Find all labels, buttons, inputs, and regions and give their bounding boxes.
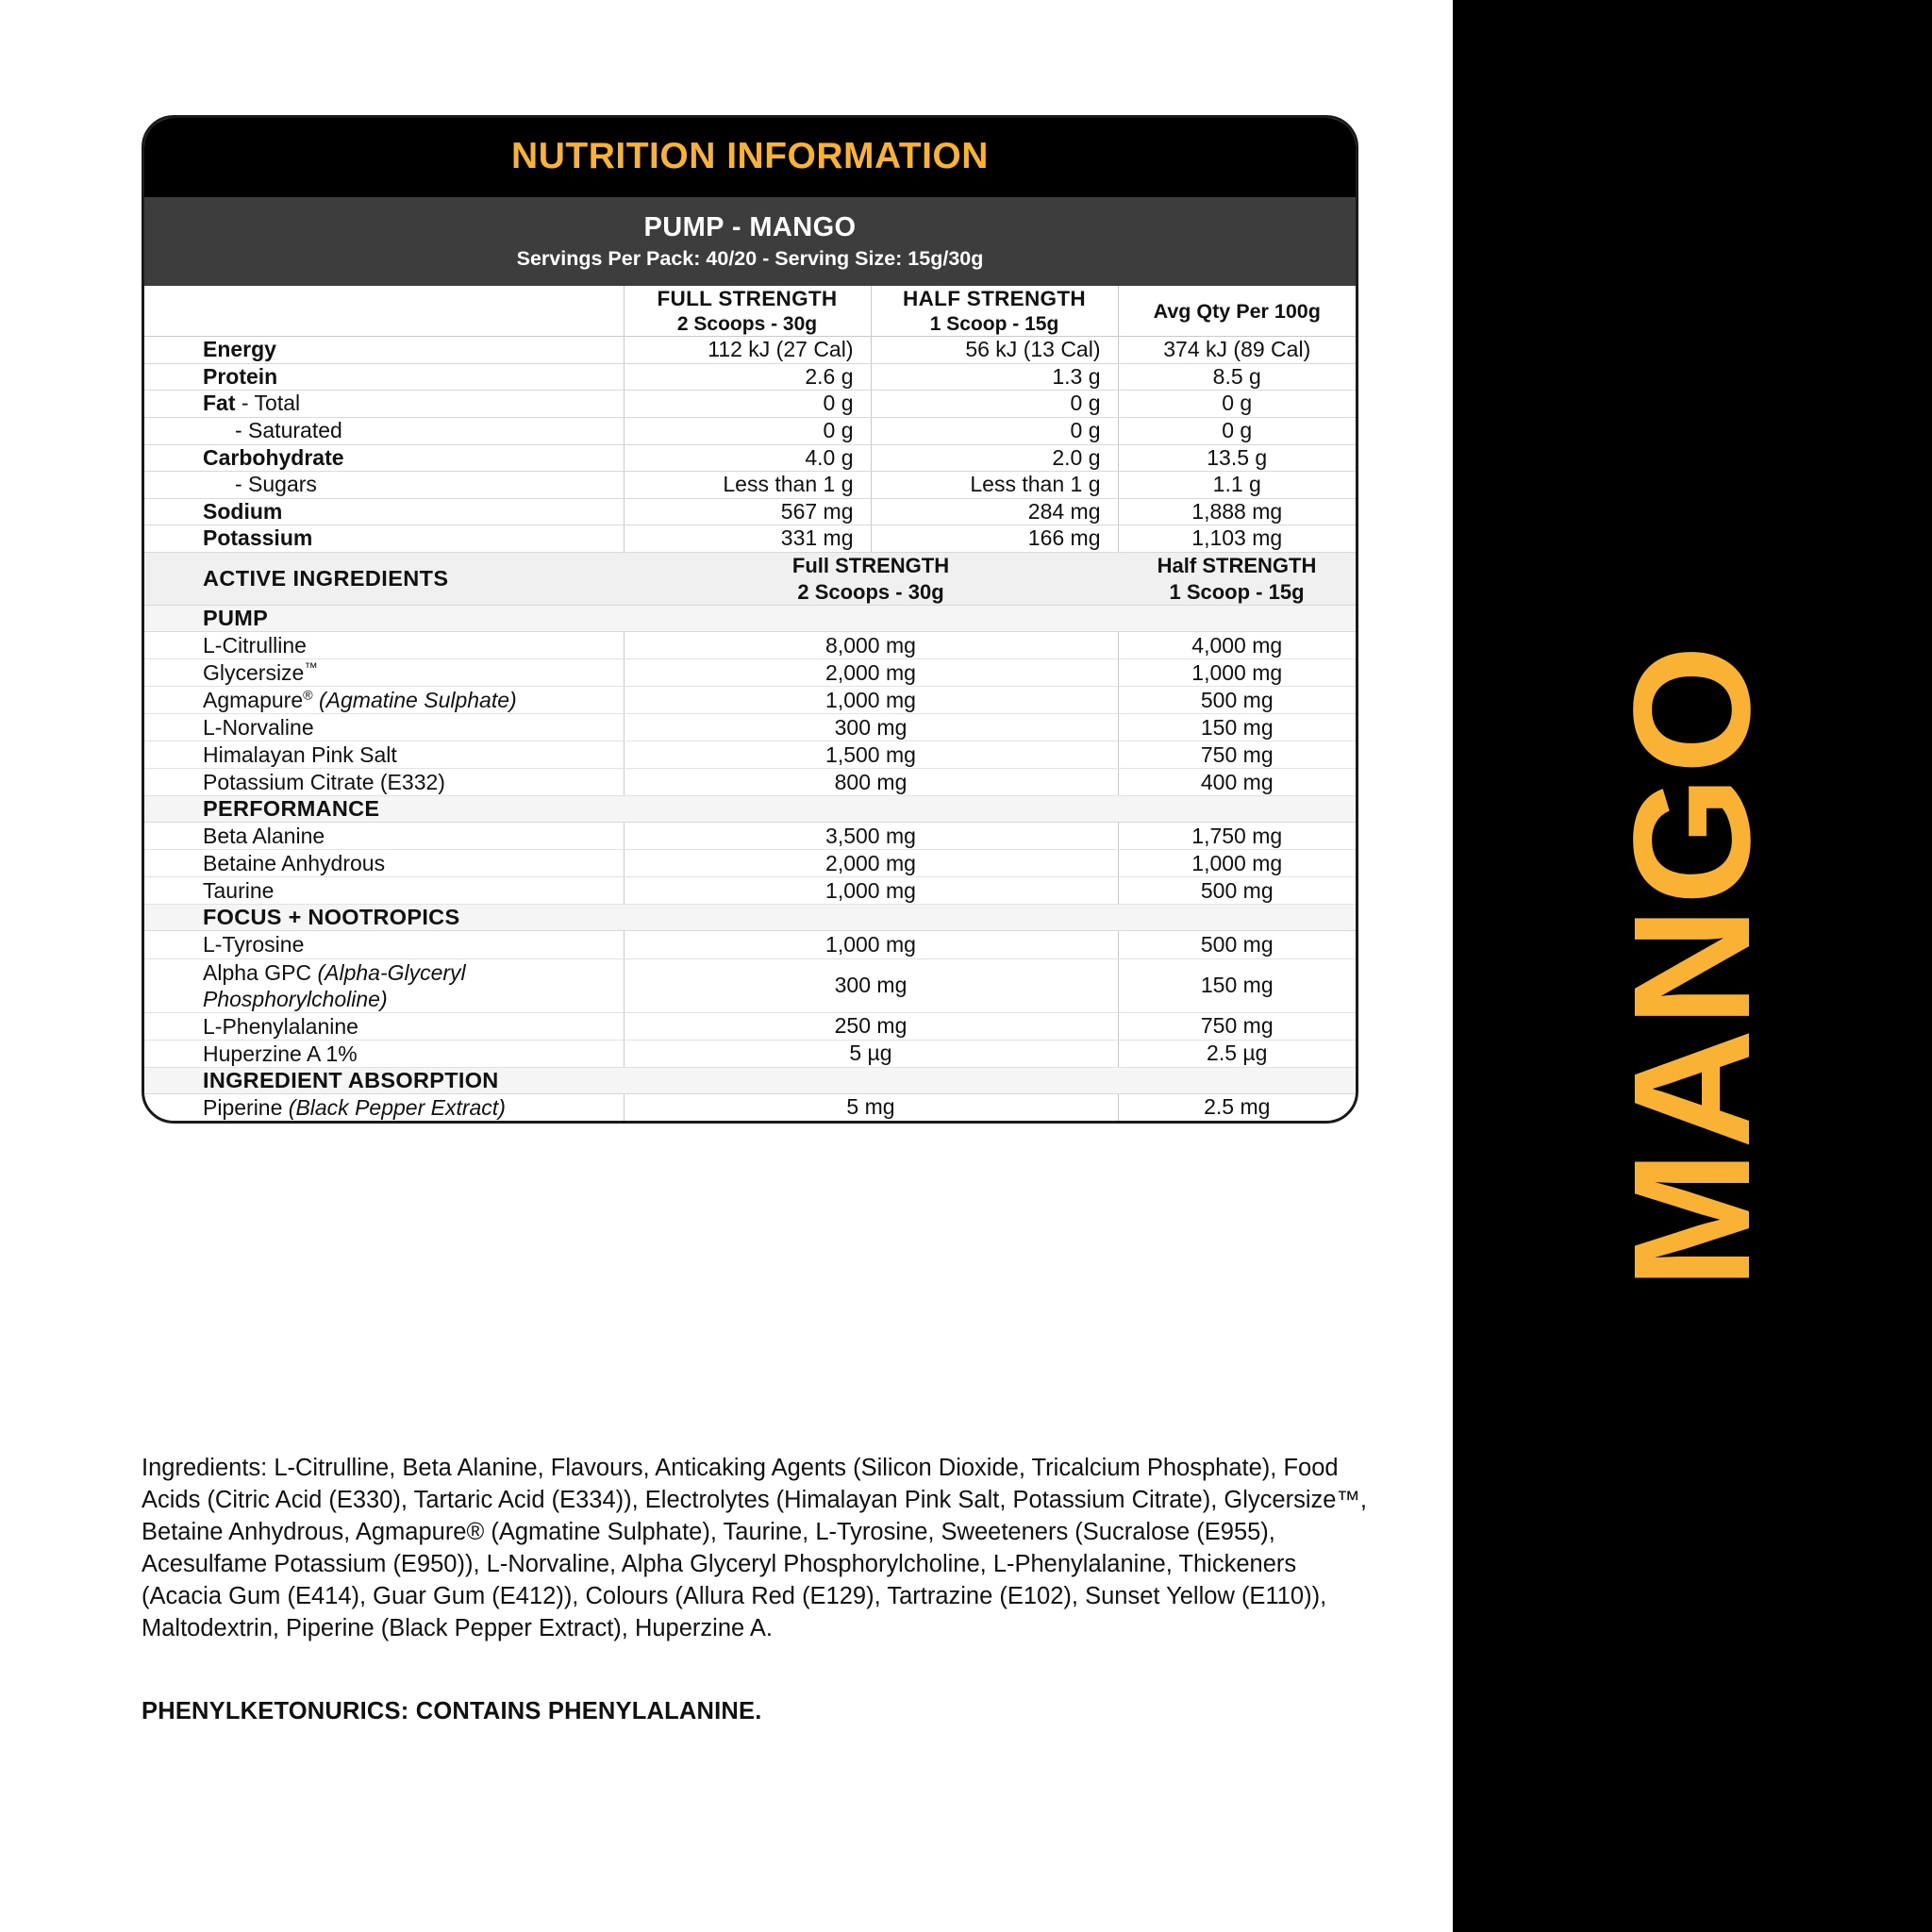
nutrition-panel [142, 115, 1358, 1124]
nutrient-half-value: 56 kJ (13 Cal) [871, 337, 1118, 364]
table-row [144, 444, 1356, 472]
ingredient-row [144, 877, 1356, 905]
ingredient-row [144, 659, 1356, 687]
header-spacer [144, 286, 624, 337]
ingredient-half-value: 150 mg [1118, 714, 1356, 741]
ingredient-name: L-Tyrosine [144, 931, 624, 958]
flavour-banner-text: MANGO [1600, 642, 1785, 1290]
nutrient-per100-value: 1.1 g [1118, 472, 1356, 499]
ingredient-group-name: PERFORMANCE [144, 796, 1356, 823]
header-per-100g: Avg Qty Per 100g [1118, 286, 1356, 337]
nutrient-label: Energy [144, 337, 624, 364]
servings-line: Servings Per Pack: 40/20 - Serving Size: 15g/30g [516, 247, 984, 271]
ingredient-full-value: 300 mg [624, 958, 1118, 1012]
phenylketonurics-warning: PHENYLKETONURICS: CONTAINS PHENYLALANINE. [142, 1698, 762, 1724]
ingredient-half-value: 2.5 µg [1118, 1040, 1356, 1067]
ingredient-row [144, 769, 1356, 796]
ingredient-name: L-Norvaline [144, 714, 624, 741]
ingredient-row [144, 741, 1356, 769]
nutrient-per100-value: 0 g [1118, 391, 1356, 418]
nutrient-half-value: Less than 1 g [871, 472, 1118, 499]
ingredient-group-header [144, 606, 1356, 632]
nutrient-label: Sodium [144, 498, 624, 525]
nutrient-label: Potassium [144, 525, 624, 553]
flavour-banner-column [1453, 0, 1932, 1932]
nutrient-half-value: 284 mg [871, 498, 1118, 525]
ingredient-half-value: 1,000 mg [1118, 850, 1356, 877]
ingredient-row [144, 1040, 1356, 1067]
ingredient-row [144, 823, 1356, 850]
ingredient-row [144, 632, 1356, 659]
active-full-strength-header: Full STRENGTH 2 Scoops - 30g [624, 553, 1118, 606]
active-half-strength-header: Half STRENGTH 1 Scoop - 15g [1118, 553, 1356, 606]
nutrient-half-value: 2.0 g [871, 444, 1118, 472]
nutrient-full-value: 567 mg [624, 498, 871, 525]
ingredient-name: Glycersize™ [144, 659, 624, 687]
ingredient-half-value: 750 mg [1118, 1012, 1356, 1040]
panel-header-title: NUTRITION INFORMATION [144, 118, 1356, 197]
ingredient-group-header [144, 905, 1356, 931]
header-half-strength: HALF STRENGTH 1 Scoop - 15g [871, 286, 1118, 337]
ingredient-half-value: 500 mg [1118, 877, 1356, 905]
ingredient-full-value: 800 mg [624, 769, 1118, 796]
ingredient-half-value: 500 mg [1118, 687, 1356, 714]
ingredient-full-value: 2,000 mg [624, 659, 1118, 687]
ingredient-group-header [144, 1067, 1356, 1093]
nutrient-per100-value: 374 kJ (89 Cal) [1118, 337, 1356, 364]
nutrient-full-value: 331 mg [624, 525, 871, 553]
header-full-strength: FULL STRENGTH 2 Scoops - 30g [624, 286, 871, 337]
ingredient-name: Piperine (Black Pepper Extract) [203, 1094, 506, 1120]
nutrient-half-value: 0 g [871, 391, 1118, 418]
ingredient-row [144, 687, 1356, 714]
nutrition-table [144, 286, 1356, 1121]
table-row [144, 498, 1356, 525]
ingredient-full-value: 1,500 mg [624, 741, 1118, 769]
ingredient-full-value: 5 mg [624, 1093, 1118, 1121]
nutrient-full-value: 0 g [624, 418, 871, 445]
ingredient-row [144, 931, 1356, 958]
nutrient-label: Fat - Total [144, 391, 624, 418]
ingredient-name: Himalayan Pink Salt [144, 741, 624, 769]
nutrient-full-value: 112 kJ (27 Cal) [624, 337, 871, 364]
ingredient-half-value: 750 mg [1118, 741, 1356, 769]
ingredient-full-value: 1,000 mg [624, 687, 1118, 714]
ingredient-half-value: 400 mg [1118, 769, 1356, 796]
ingredient-half-value: 1,750 mg [1118, 823, 1356, 850]
ingredients-paragraph: Ingredients: L-Citrulline, Beta Alanine, Flavours, Anticaking Agents (Silicon Dioxide, Tricalcium Phosphate), Food Acids (Citric Acid (E330), Tartaric Acid (E334)), Electrolytes (Himalayan Pink Salt, Potassium Citrate), Glycersize™, Betaine Anhydrous, Agmapure® (Agmatine Sulphate), Taurine, L-Tyrosine, Sweeteners (Sucralose (E955), Acesulfame Potassium (E950)), L-Norvaline, Alpha Glyceryl Phosphorylcholine, L-Phenylalanine, Thickeners (Acacia Gum (E414), Guar Gum (E412)), Colours (Allura Red (E129), Tartrazine (E102), Sunset Yellow (E110)), Maltodextrin, Piperine (Black Pepper Extract), Huperzine A. [142, 1455, 1368, 1641]
nutrient-label: - Sugars [144, 472, 624, 499]
nutrient-full-value: 0 g [624, 391, 871, 418]
ingredient-name: Beta Alanine [144, 823, 624, 850]
ingredient-full-value: 1,000 mg [624, 877, 1118, 905]
ingredient-full-value: 2,000 mg [624, 850, 1118, 877]
ingredient-full-value: 300 mg [624, 714, 1118, 741]
ingredient-half-value: 1,000 mg [1118, 659, 1356, 687]
nutrient-per100-value: 1,888 mg [1118, 498, 1356, 525]
ingredient-name: Huperzine A 1% [144, 1040, 624, 1067]
table-row [144, 391, 1356, 418]
table-row [144, 337, 1356, 364]
ingredient-half-value: 4,000 mg [1118, 632, 1356, 659]
active-ingredients-header-row [144, 553, 1356, 606]
table-row [144, 525, 1356, 553]
ingredient-name: Betaine Anhydrous [144, 850, 624, 877]
nutrient-label: Protein [144, 363, 624, 391]
ingredient-group-name: INGREDIENT ABSORPTION [144, 1067, 1356, 1093]
product-title: PUMP - MANGO [643, 212, 857, 242]
ingredient-name: Taurine [144, 877, 624, 905]
ingredient-full-value: 250 mg [624, 1012, 1118, 1040]
nutrient-full-value: 2.6 g [624, 363, 871, 391]
table-row [144, 363, 1356, 391]
ingredient-name: L-Citrulline [144, 632, 624, 659]
table-row [144, 418, 1356, 445]
table-header-row [144, 286, 1356, 337]
ingredient-row [144, 714, 1356, 741]
nutrient-per100-value: 1,103 mg [1118, 525, 1356, 553]
ingredient-name: Potassium Citrate (E332) [144, 769, 624, 796]
active-ingredients-label: ACTIVE INGREDIENTS [144, 553, 624, 606]
ingredient-row [144, 1012, 1356, 1040]
ingredient-name: L-Phenylalanine [144, 1012, 624, 1040]
nutrient-per100-value: 0 g [1118, 418, 1356, 445]
ingredient-half-value: 500 mg [1118, 931, 1356, 958]
ingredient-row [144, 1093, 1356, 1121]
nutrient-per100-value: 8.5 g [1118, 363, 1356, 391]
nutrient-full-value: 4.0 g [624, 444, 871, 472]
ingredient-full-value: 8,000 mg [624, 632, 1118, 659]
nutrient-label: Carbohydrate [144, 444, 624, 472]
ingredient-half-value: 2.5 mg [1118, 1093, 1356, 1121]
nutrient-full-value: Less than 1 g [624, 472, 871, 499]
ingredient-full-value: 1,000 mg [624, 931, 1118, 958]
nutrient-half-value: 166 mg [871, 525, 1118, 553]
ingredient-group-name: PUMP [144, 606, 1356, 632]
nutrient-per100-value: 13.5 g [1118, 444, 1356, 472]
ingredient-half-value: 150 mg [1118, 958, 1356, 1012]
nutrient-half-value: 1.3 g [871, 363, 1118, 391]
ingredient-name: Alpha GPC (Alpha-Glyceryl Phosphorylcholine) [144, 958, 624, 1012]
panel-product-subhead [144, 197, 1356, 286]
ingredient-group-name: FOCUS + NOOTROPICS [144, 905, 1356, 931]
ingredient-full-value: 5 µg [624, 1040, 1118, 1067]
nutrient-label: - Saturated [144, 418, 624, 445]
ingredient-name: Agmapure® (Agmatine Sulphate) [144, 687, 624, 714]
ingredient-row [144, 850, 1356, 877]
table-row [144, 472, 1356, 499]
ingredient-full-value: 3,500 mg [624, 823, 1118, 850]
nutrient-half-value: 0 g [871, 418, 1118, 445]
ingredient-group-header [144, 796, 1356, 823]
ingredient-row [144, 958, 1356, 1012]
